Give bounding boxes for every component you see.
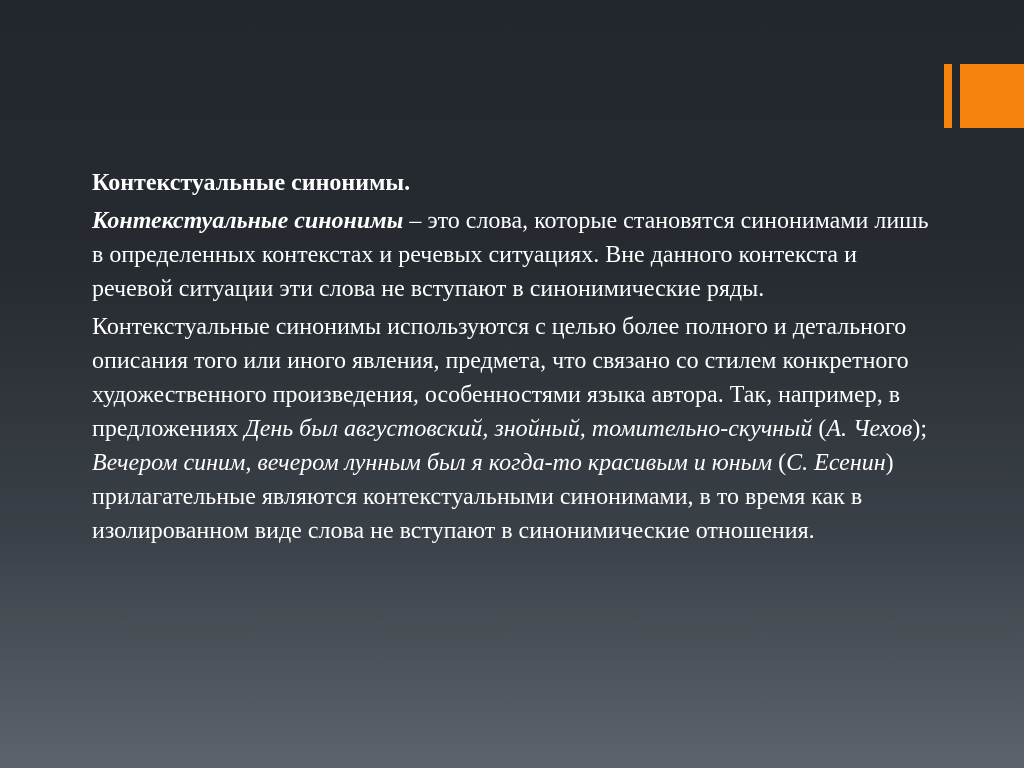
example-quote-esenin: Вечером синим, вечером лунным был я когда-то красивым и юным [92, 450, 773, 476]
usage-intro: Контекстуальные синонимы используются с целью более полного и детального описания того или иного явления, предмета, что связано со стилем конкретного художественного произведения, особенностями языка автора. Так, например, в предложениях [92, 314, 909, 442]
author-esenin: С. Есенин [786, 450, 886, 476]
definition-text: – это слова, которые становятся синонимами лишь в определенных контекстах и речевых ситуациях. Вне данного контекста и речевой ситуации эти слова не вступают в синонимические ряды. [92, 208, 929, 302]
example-quote-chekhov: День был августовский, знойный, томительно-скучный [244, 416, 813, 442]
slide-content [92, 166, 942, 552]
slide-heading: Контекстуальные синонимы. [92, 170, 411, 196]
author-chekhov: А. Чехов [826, 416, 913, 442]
definition-paragraph [92, 204, 942, 306]
paren-close-1: ); [912, 416, 928, 442]
usage-conclusion: прилагательные являются контекстуальными синонимами, в то время как в изолированном виде слова не вступают в синонимические отношения. [92, 484, 863, 544]
paren-open-2: ( [772, 450, 787, 476]
definition-term: Контекстуальные синонимы [92, 208, 404, 234]
paren-open-1: ( [812, 416, 827, 442]
accent-bar-thin [944, 64, 952, 128]
usage-paragraph [92, 310, 942, 548]
paren-close-2: ) [885, 450, 894, 476]
accent-bar-thick [960, 64, 1024, 128]
